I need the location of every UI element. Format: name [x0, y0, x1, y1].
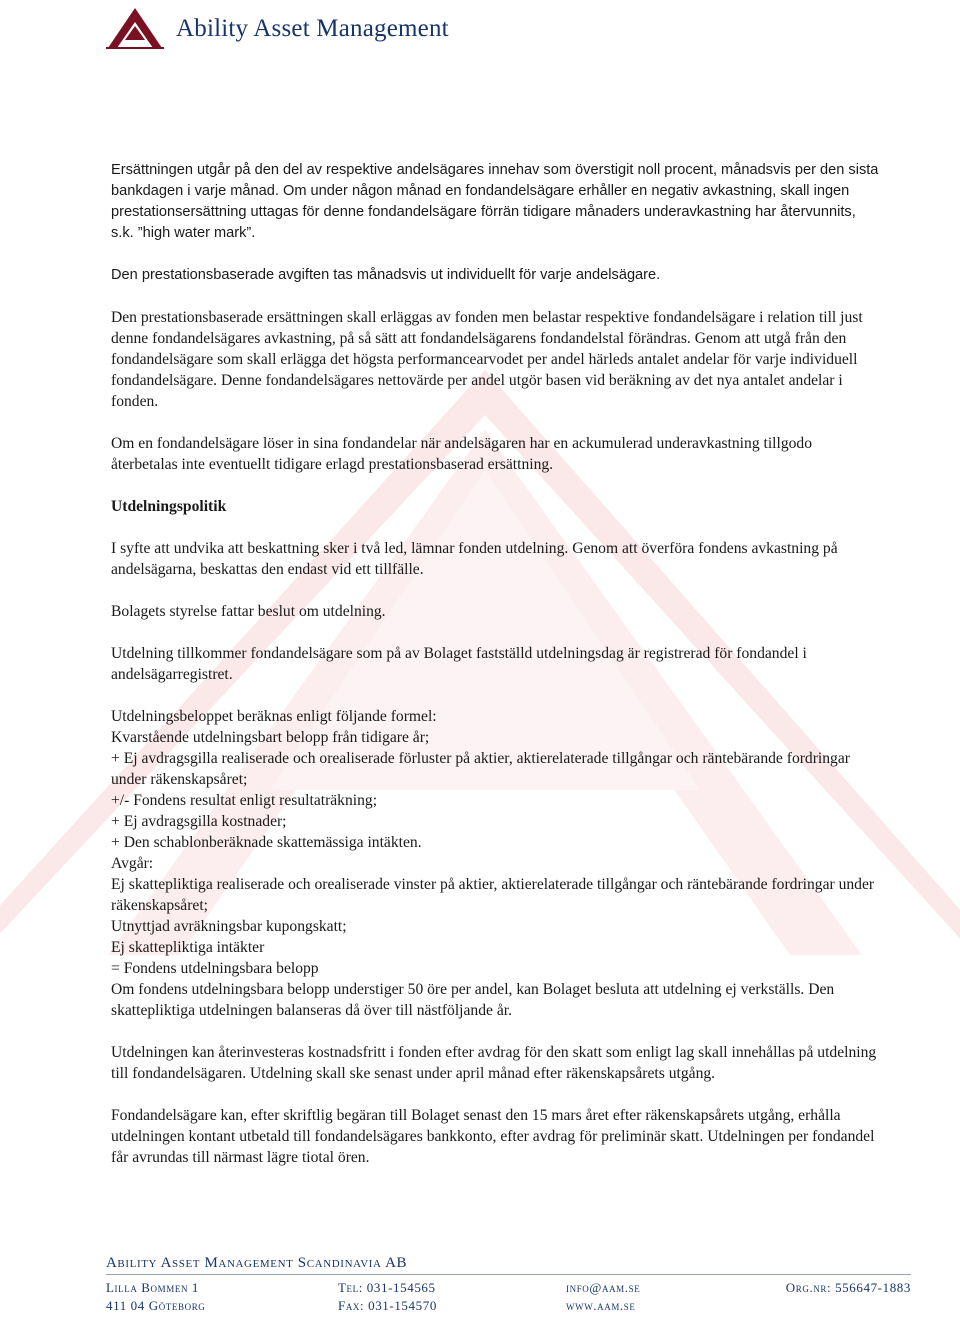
section-heading: Utdelningspolitik	[111, 498, 227, 515]
document-body	[111, 160, 881, 1168]
footer-org	[782, 1279, 911, 1315]
formula-line: Avgår:	[111, 855, 154, 872]
paragraph-aterinvestering: Utdelningen kan återinvesteras kostnadsfritt i fonden efter avdrag för den skatt som enligt lag skall innehållas på utdelning till fondandelsägaren. Utdelning skall ske senast under april månad efter räkenskapsårets utgång.	[111, 1044, 877, 1082]
logo-mark-icon	[106, 6, 164, 50]
formula-line: = Fondens utdelningsbara belopp	[111, 960, 319, 977]
footer-email-link[interactable]: info@aam.se	[566, 1280, 641, 1295]
footer-contact	[566, 1279, 782, 1315]
footer-web-link[interactable]: www.aam.se	[566, 1298, 636, 1313]
paragraph-tillkommer: Utdelning tillkommer fondandelsägare som på av Bolaget fastställd utdelningsdag är registrerad för fondandel i andelsägarregistret.	[111, 645, 807, 683]
footer-orgnr: Org.nr: 556647-1883	[785, 1280, 911, 1295]
paragraph-kontant: Fondandelsägare kan, efter skriftlig begäran till Bolaget senast den 15 mars året efter räkenskapsårets utgång, erhålla utdelningen kontant utbetald till fondandelsägares bankkonto, efter avdrag för preliminär skatt. Utdelningen per fondandel får avrundas till närmast lägre tiotal ören.	[111, 1107, 875, 1166]
formula-intro: Utdelningsbeloppet beräknas enligt följande formel:	[111, 708, 437, 725]
formula-line: + Den schablonberäknade skattemässiga intäkten.	[111, 834, 422, 851]
footer-address-street: Lilla Bommen 1	[106, 1280, 200, 1295]
footer-address-city: 411 04 Göteborg	[106, 1298, 206, 1313]
paragraph-ersattning: Ersättningen utgår på den del av respektive andelsägares innehav som överstigit noll procent, månadsvis per den sista bankdagen i varje månad. Om under någon månad en fondandelsägare erhåller en negativ avkastning, skall ingen prestationsersättning uttagas för denne fondandelsägare förrän tidigare månaders underavkastning har återvunnits, s.k. ”high water mark”.	[111, 162, 879, 241]
formula-line: + Ej avdragsgilla kostnader;	[111, 813, 287, 830]
footer-fax: Fax: 031-154570	[338, 1298, 437, 1313]
footer-tel: Tel: 031-154565	[338, 1280, 436, 1295]
logo-text: Ability Asset Management	[176, 14, 449, 42]
formula-line: Kvarstående utdelningsbart belopp från tidigare år;	[111, 729, 430, 746]
formula-line: +/- Fondens resultat enligt resultaträkning;	[111, 792, 378, 809]
formula-list	[111, 727, 881, 1021]
formula-line: Om fondens utdelningsbara belopp understiger 50 öre per andel, kan Bolaget besluta att utdelning ej verkställs. Den skattepliktiga utdelningen balanseras då över till nästföljande år.	[111, 981, 835, 1019]
page-footer	[106, 1252, 911, 1315]
formula-line: Ej skattepliktiga realiserade och orealiserade vinster på aktier, aktierelaterade tillgångar och räntebärande fordringar under räkenskapsåret;	[111, 876, 875, 914]
paragraph-belastning: Den prestationsbaserade ersättningen skall erläggas av fonden men belastar respektive fondandelsägare i relation till just denne fondandelsägares avkastning, på så sätt att fondandelsägarens fondandelstal förändras. Genom att utgå från den fondandelsägare som skall erlägga det högsta performancearvodet per andel härleds antalet andelar för varje individuell fondandelsägare. Denne fondandelsägares nettovärde per andel utgör basen vid beräkning av det nya antalet andelar i fonden.	[111, 309, 863, 410]
paragraph-inlosen: Om en fondandelsägare löser in sina fondandelar när andelsägaren har en ackumulerad underavkastning tillgodo återbetalas inte eventuellt tidigare erlagd prestationsbaserad ersättning.	[111, 435, 813, 473]
formula-line: Ej skattepliktiga intäkter	[111, 939, 265, 956]
footer-divider	[106, 1274, 911, 1275]
paragraph-avgift: Den prestationsbaserade avgiften tas månadsvis ut individuellt för varje andelsägare.	[111, 267, 661, 283]
formula-line: + Ej avdragsgilla realiserade och orealiserade förluster på aktier, aktierelaterade tillgångar och räntebärande fordringar under räkenskapsåret;	[111, 750, 850, 788]
footer-address	[106, 1279, 338, 1315]
footer-phone	[338, 1279, 566, 1315]
paragraph-syfte: I syfte att undvika att beskattning sker i två led, lämnar fonden utdelning. Genom att överföra fondens avkastning på andelsägarna, beskattas den endast vid ett tillfälle.	[111, 540, 838, 578]
formula-line: Utnyttjad avräkningsbar kupongskatt;	[111, 918, 347, 935]
paragraph-styrelse: Bolagets styrelse fattar beslut om utdelning.	[111, 603, 386, 620]
company-logo	[106, 6, 449, 50]
footer-company-name: Ability Asset Management Scandinavia AB	[106, 1255, 408, 1271]
